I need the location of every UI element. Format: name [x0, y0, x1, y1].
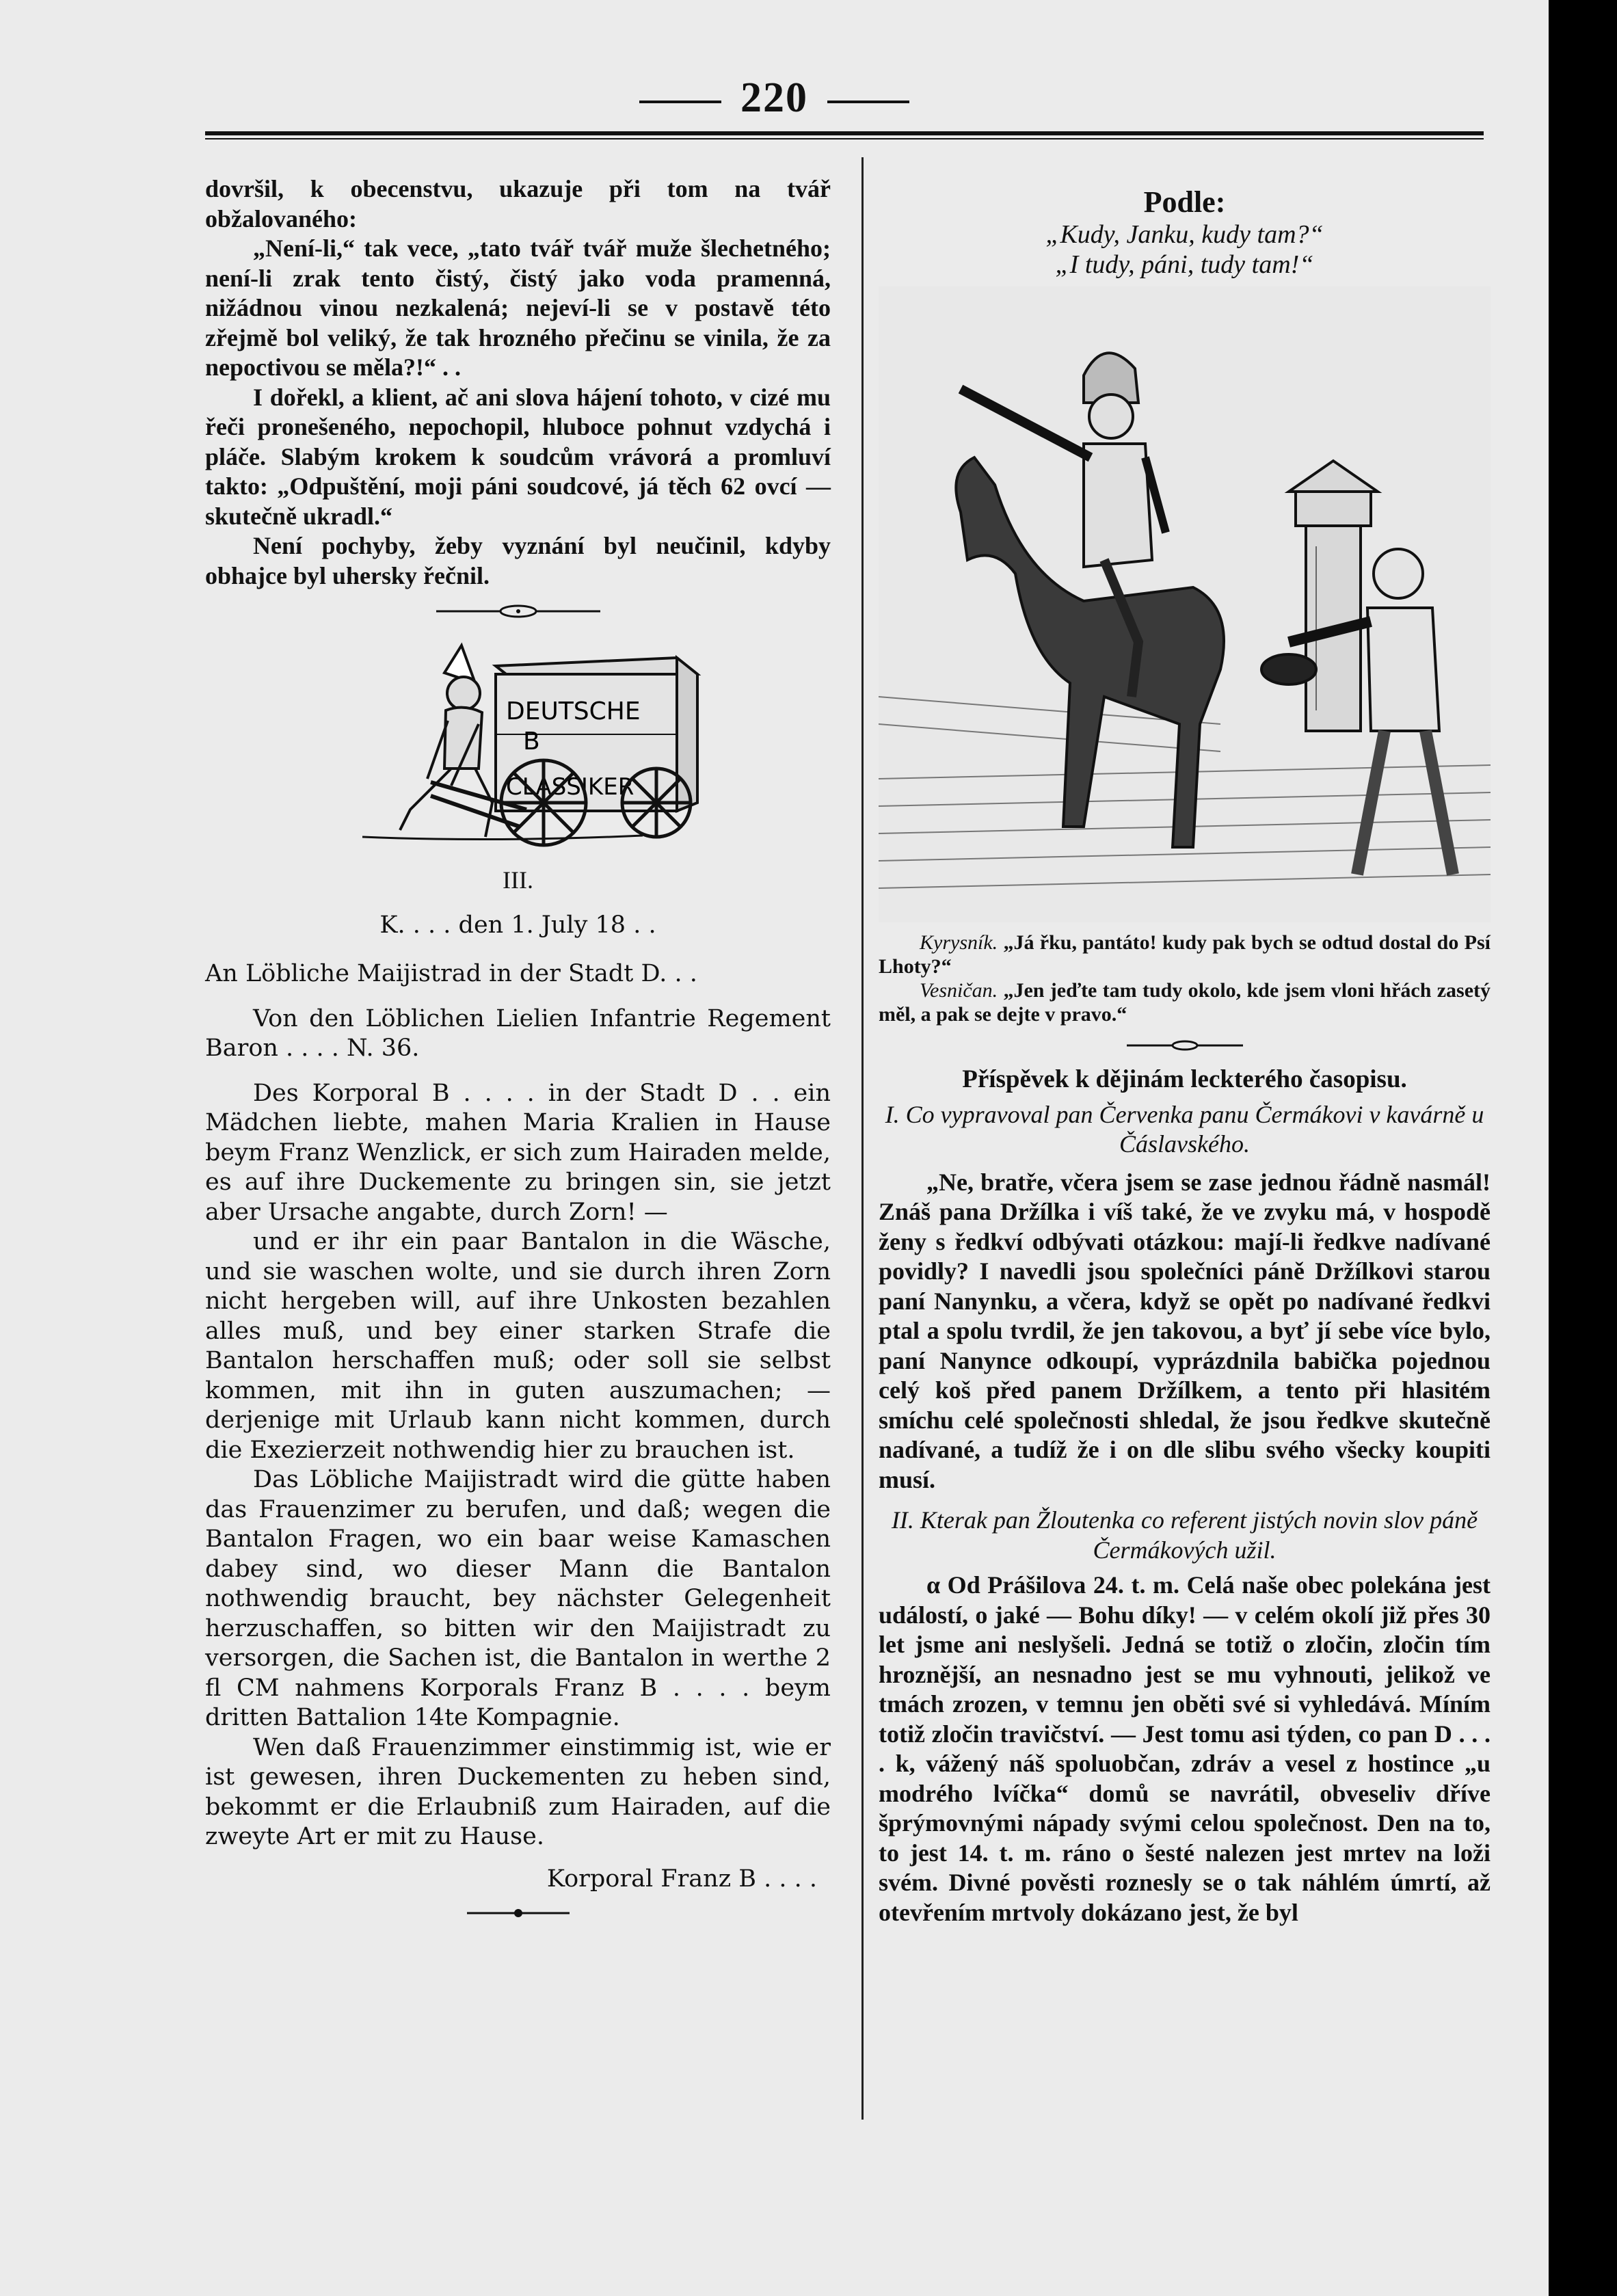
cartoon-dialog: „I tudy, páni, tudy tam!“	[1055, 250, 1314, 279]
subheading: I. Co vypravoval pan Červenka panu Čermákovi v kavárně u Čáslavského.	[885, 1100, 1484, 1158]
article-paragraph: „Ne, bratře, včera jsem se zase jednou řádně nasmál! Znáš pana Držílka i víš také, že ve zvyku má, v hospodě ženy s ředkví odbývati otázkou: mají-li ředkve nadívané povidly? I navedli jsou společníci páně Držílkovi starou paní Nanynku, a včera, když se opět po nadívané ředkvi ptal a spolu tvrdil, že jen takovou, a byť jí sebe více bylo, paní Nanynce odkoupí, vyprázdnila babička pojednou celý koš před panem Držílkem, a tento při hlasitém smíchu celé společnosti shledal, že jsou ředkve skutečně nadívané, a tudíž že i on dle slibu svého všecky koupiti musí.	[879, 1168, 1491, 1493]
column-separator	[861, 157, 864, 2120]
cavalry-illustration	[879, 286, 1491, 922]
intro-paragraph: I dořekl, a klient, ač ani slova hájení tohoto, v cizé mu řeči pronešeného, nepochopil, hluboce pohnut vzdychá i pláče. Slabým krokem k soudcům vrávorá a promluví takto: „Odpuštění, moji páni soudcové, já těch 62 ovcí — skutečně ukradl.“	[205, 383, 831, 530]
caption-line	[879, 931, 1491, 978]
article-paragraph: α Od Prášilova 24. t. m. Celá naše obec polekána jest událostí, o jaké — Bohu díky! — v celém okolí již přes 30 let jsme ani neslyšeli. Jedná se totiž o zločin, zločin tím hroznější, an nesnadno jest se mu vyhnouti, jelikož ve tmách zrozen, v temnu jen oběti své si vyhledává. Míním totiž zločin travičství. — Jest tomu asi týden, co pan D . . . . k, vážený náš spoluobčan, zdráv a vesel z hostince „u modrého lvíčka“ domů se navrátil, obveseliv dříve šprýmovnými nápady svými celou společnost. Den na to, to jest 14. t. m. ráno o šesté nalezen jest mrtev na loži svém. Divné pověsti roznesly se o tak náhlém úmrtí, až otevřením mrtvoly dokázano jest, že byl	[879, 1571, 1491, 1926]
ornament-divider	[1127, 1039, 1243, 1052]
caption-text: „Já řku, pantáto! kudy pak bych se odtud dostal do Psí Lhoty?“	[879, 931, 1491, 978]
cart-label: B	[523, 727, 540, 756]
subheading: II. Kterak pan Žloutenka co referent jistých novin slov páně Čermákových užil.	[891, 1506, 1478, 1564]
ornament-divider	[436, 603, 600, 619]
article-title: Příspěvek k dějinám leckterého časopisu.	[962, 1065, 1407, 1093]
letter-paragraph: Des Korporal B . . . . in der Stadt D . . ein Mädchen liebte, mahen Maria Kralien in Hause beym Franz Wenzlick, er sich zum Hairaden melde, es auf ihre Duckemente zu bringen sin, sie jetzt aber Ursache angabte, durch Zorn! —	[205, 1079, 831, 1226]
cartoon-dialog: „Kudy, Janku, kudy tam?“	[1045, 220, 1324, 249]
cart-label: CLASSIKER	[506, 773, 634, 801]
intro-paragraph: Není pochyby, žeby vyznání byl neučinil, kdyby obhajce byl uhersky řečnil.	[205, 532, 831, 589]
cart-label: DEUTSCHE	[506, 697, 641, 725]
header-rule-thin	[205, 138, 1484, 139]
letter-paragraph: Wen daß Frauenzimmer einstimmig ist, wie er ist gewesen, ihren Duckementen zu heben sind, bekommt er die Erlaubniß zum Hairaden, auf die zweyte Art er mit zu Hause.	[205, 1733, 831, 1850]
letter-paragraph: und er ihr ein paar Bantalon in die Wäsche, und sie waschen wolte, und sie durch ihren Zorn nicht hergeben will, auf ihre Unkosten bezahlen alles muß, und bey einer starken Strafe die Bantalon herschaffen muß; oder soll sie selbst kommen, mit ihn in guten auszumachen; — derjenige mit Urlaub kann nicht kommen, durch die Exezierzeit nothwendig hier zu brauchen ist.	[205, 1228, 831, 1464]
section-number: III.	[503, 866, 533, 894]
from-line: Von den Löblichen Lielien Infantrie Regement Baron . . . . N. 36.	[205, 1004, 831, 1062]
caption-speaker: Vesničan.	[920, 979, 998, 1002]
right-column	[879, 185, 1491, 1927]
ornament-divider	[467, 1906, 570, 1920]
cart-illustration	[205, 632, 831, 851]
intro-paragraph: dovršil, k obecenstvu, ukazuje při tom na tvář obžalovaného:	[205, 175, 831, 232]
address-line: An Löbliche Maijistrad in der Stadt D. . .	[205, 960, 697, 987]
cartoon-title: Podle:	[1143, 185, 1226, 219]
signature: Korporal Franz B . . . .	[546, 1865, 817, 1893]
figure-icon	[400, 645, 492, 837]
caption-line	[879, 978, 1491, 1026]
header-rule	[205, 131, 1484, 135]
dateline: K. . . . den 1. July 18 . .	[379, 911, 656, 939]
page-number: 220	[740, 75, 808, 121]
caption-speaker: Kyrysník.	[920, 931, 998, 954]
intro-paragraph: „Není-li,“ tak vece, „tato tvář tvář muže šlechetného; není-li zrak tento čistý, čistý jako voda pramenná, nižádnou vinou nezkalená; nejeví-li se v postavě této zřejmě bol veliký, že tak hrozného přečinu se vinila, že za nepoctivou se měla?!“ . .	[205, 235, 831, 381]
left-column	[205, 174, 831, 1932]
caption-text: „Jen jeďte tam tudy okolo, kde jsem vloni hřách zasetý měl, a pak se dejte v pravo.“	[879, 979, 1491, 1026]
page-header	[0, 74, 1549, 122]
letter-paragraph: Das Löbliche Maijistradt wird die gütte haben das Frauenzimer zu berufen, und daß; wegen die Bantalon Fragen, wo ein baar weise Kamaschen dabey sind, wo dieser Mann die Bantalon nothwendig braucht, bey nächster Gelegenheit herzuschaffen, so bitten wir den Maijistradt zu versorgen, die Sachen ist, die Bantalon in werthe 2 fl CM nahmens Korporals Franz B . . . . beym dritten Battalion 14te Kompagnie.	[205, 1466, 831, 1731]
